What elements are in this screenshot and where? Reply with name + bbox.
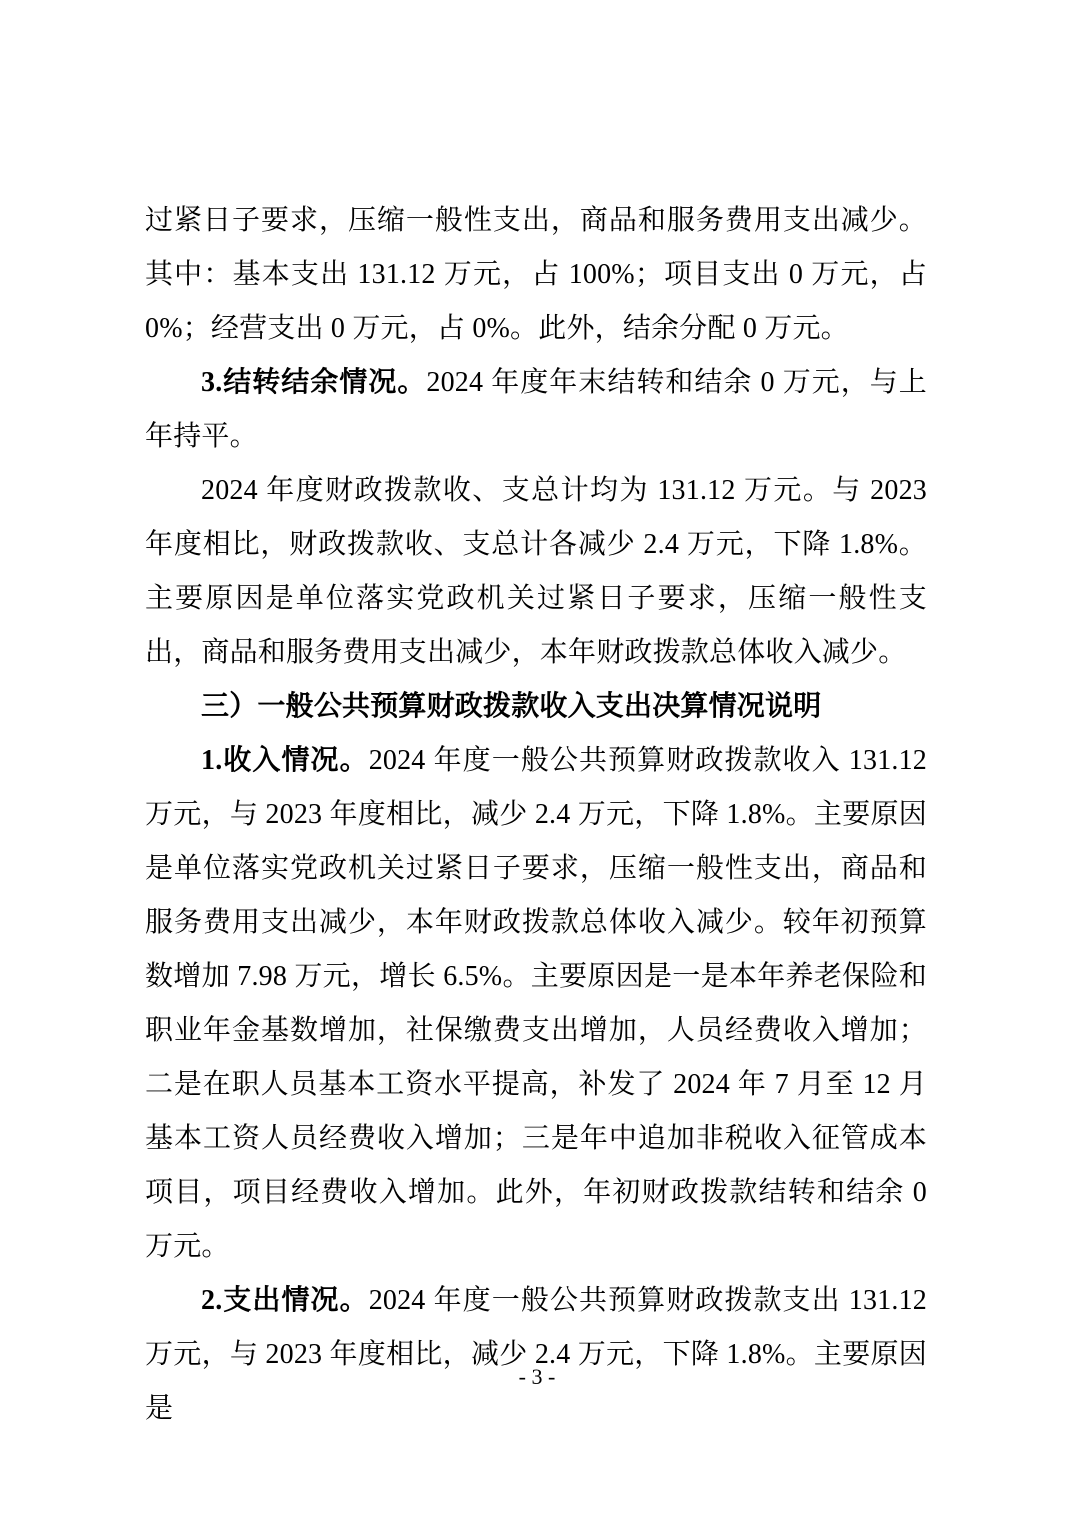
text-run: 2024 年度年末结转和结余 0 万元，与上年持平。 xyxy=(145,367,927,452)
para-expenditure-situation xyxy=(145,1274,927,1436)
document-body xyxy=(145,194,927,1436)
page-number: - 3 - xyxy=(518,1364,556,1389)
bold-text-run: 2.支出情况。 xyxy=(201,1285,369,1316)
bold-text-run: 3.结转结余情况。 xyxy=(201,367,427,398)
text-run: 2024 年度一般公共预算财政拨款收入 131.12 万元，与 2023 年度相比，减少 2.4 万元，下降 1.8%。主要原因是单位落实党政机关过紧日子要求，压缩一般性支出，商品和服务费用支出减少，本年财政拨款总体收入减少。较年初预算数增加 7.98 万元，增长 6.5%。主要原因是一是本年养老保险和职业年金基数增加，社保缴费支出增加，人员经费收入增加；二是在职人员基本工资水平提高，补发了 2024 年 7 月至 12 月基本工资人员经费收入增加；三是年中追加非税收入征管成本项目，项目经费收入增加。此外，年初财政拨款结转和结余 0 万元。 xyxy=(145,745,928,1262)
para-carryover-balance xyxy=(145,356,927,464)
para-expenditure-breakdown-continued xyxy=(145,194,927,356)
text-run: 2024 年度一般公共预算财政拨款支出 131.12 万元，与 2023 年度相比，减少 2.4 万元，下降 1.8%。主要原因是 xyxy=(145,1285,928,1424)
bold-text-run: 三）一般公共预算财政拨款收入支出决算情况说明 xyxy=(201,691,822,722)
bold-text-run: 1.收入情况。 xyxy=(201,745,369,776)
para-fiscal-appropriation-total xyxy=(145,464,927,680)
text-run: 过紧日子要求，压缩一般性支出，商品和服务费用支出减少。其中：基本支出 131.12 万元，占 100%；项目支出 0 万元，占 0%；经营支出 0 万元，占 0%。此外，结余分配 0 万元。 xyxy=(145,205,927,344)
text-run: 2024 年度财政拨款收、支总计均为 131.12 万元。与 2023 年度相比，财政拨款收、支总计各减少 2.4 万元，下降 1.8%。主要原因是单位落实党政机关过紧日子要求，压缩一般性支出，商品和服务费用支出减少，本年财政拨款总体收入减少。 xyxy=(145,475,927,668)
page-footer xyxy=(0,1362,1074,1392)
para-income-situation xyxy=(145,734,927,1274)
heading-section-three xyxy=(145,680,927,734)
